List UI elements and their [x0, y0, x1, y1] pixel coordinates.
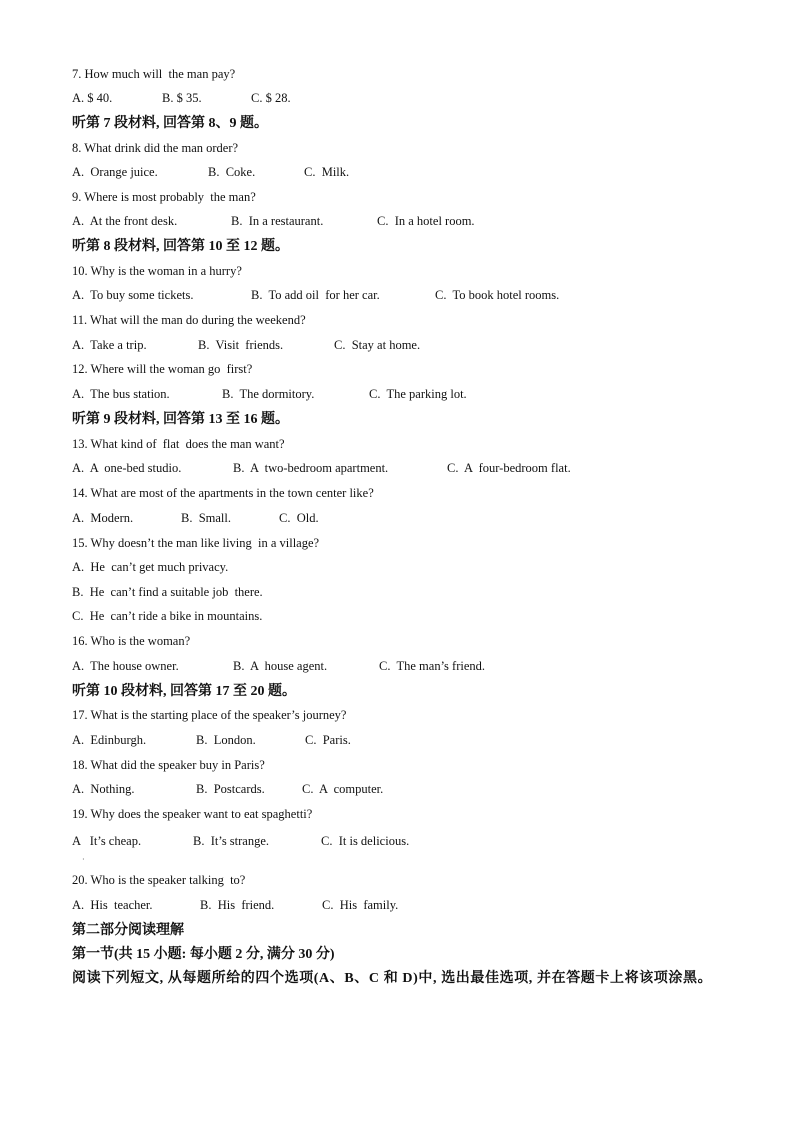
option-c: C. The man’s friend.	[379, 659, 485, 673]
option-a: A. At the front desk.	[72, 214, 178, 228]
option-c: C. $ 28.	[251, 91, 291, 105]
option-b: B. A two-bedroom apartment.	[233, 461, 389, 475]
option-b: B. To add oil for her car.	[251, 288, 380, 302]
option-c: C. His family.	[322, 898, 399, 912]
option-a: A. The house owner.	[72, 659, 179, 673]
section-heading: 听第 9 段材料, 回答第 13 至 16 题。	[72, 412, 289, 427]
section-heading: 第一节(共 15 小题: 每小题 2 分, 满分 30 分)	[72, 947, 335, 962]
question-text: 13. What kind of flat does the man want?	[72, 437, 285, 451]
question-text: 18. What did the speaker buy in Paris?	[72, 758, 265, 772]
option-a: A. The bus station.	[72, 387, 170, 401]
question-text: 8. What drink did the man order?	[72, 141, 239, 155]
option-c: C. Paris.	[305, 733, 351, 747]
option-c: C. Stay at home.	[334, 338, 421, 352]
option-a: A. Edinburgh.	[72, 733, 147, 747]
option-b: B. Small.	[181, 511, 232, 525]
option-b: B. In a restaurant.	[231, 214, 324, 228]
option-a: A. To buy some tickets.	[72, 288, 194, 302]
option-b: B. $ 35.	[162, 91, 202, 105]
section-heading: 第二部分阅读理解	[72, 923, 184, 938]
option-c: C. A computer.	[302, 782, 384, 796]
option-b: B. The dormitory.	[222, 387, 315, 401]
question-text: 17. What is the starting place of the speaker’s journey?	[72, 708, 347, 722]
question-text: 12. Where will the woman go first?	[72, 362, 253, 376]
option-a: A. His teacher.	[72, 898, 153, 912]
option-c: C. A four-bedroom flat.	[447, 461, 571, 475]
option-a: A. Orange juice.	[72, 165, 158, 179]
option-b: B. His friend.	[200, 898, 275, 912]
option-c: C. It is delicious.	[321, 834, 410, 848]
option-b: B. A house agent.	[233, 659, 328, 673]
question-text: 14. What are most of the apartments in the town center like?	[72, 486, 374, 500]
option-b: B. London.	[196, 733, 256, 747]
question-text: 19. Why does the speaker want to eat spaghetti?	[72, 807, 313, 821]
option-c: C. In a hotel room.	[377, 214, 475, 228]
option-c: C. Old.	[279, 511, 319, 525]
question-text: 9. Where is most probably the man?	[72, 190, 256, 204]
option-a: A. Modern.	[72, 511, 134, 525]
question-text: C. He can’t ride a bike in mountains.	[72, 609, 263, 623]
option-a: A. $ 40.	[72, 91, 113, 105]
option-c: C. To book hotel rooms.	[435, 288, 560, 302]
question-text: 15. Why doesn’t the man like living in a village?	[72, 536, 320, 550]
option-a: A It’s cheap.	[72, 834, 142, 848]
question-text: 10. Why is the woman in a hurry?	[72, 264, 242, 278]
section-heading: 听第 8 段材料, 回答第 10 至 12 题。	[72, 239, 289, 254]
option-c: C. The parking lot.	[369, 387, 467, 401]
question-text: 16. Who is the woman?	[72, 634, 191, 648]
option-a: A. Take a trip.	[72, 338, 147, 352]
question-text: A. He can’t get much privacy.	[72, 560, 229, 574]
option-b: B. Visit friends.	[198, 338, 284, 352]
section-heading: 听第 10 段材料, 回答第 17 至 20 题。	[72, 684, 296, 699]
question-text: B. He can’t find a suitable job there.	[72, 585, 263, 599]
stray-mark: ·	[82, 855, 85, 864]
question-text: 11. What will the man do during the weekend?	[72, 313, 306, 327]
option-a: A. A one-bed studio.	[72, 461, 182, 475]
section-heading: 听第 7 段材料, 回答第 8、9 题。	[72, 116, 268, 131]
instructions: 阅读下列短文, 从每题所给的四个选项(A、B、C 和 D)中, 选出最佳选项, 并在答题卡上将该项涂黑。	[72, 971, 713, 986]
option-c: C. Milk.	[304, 165, 350, 179]
option-b: B. Postcards.	[196, 782, 265, 796]
option-b: B. Coke.	[208, 165, 256, 179]
option-a: A. Nothing.	[72, 782, 135, 796]
option-b: B. It’s strange.	[193, 834, 270, 848]
question-text: 7. How much will the man pay?	[72, 67, 236, 81]
question-text: 20. Who is the speaker talking to?	[72, 873, 246, 887]
